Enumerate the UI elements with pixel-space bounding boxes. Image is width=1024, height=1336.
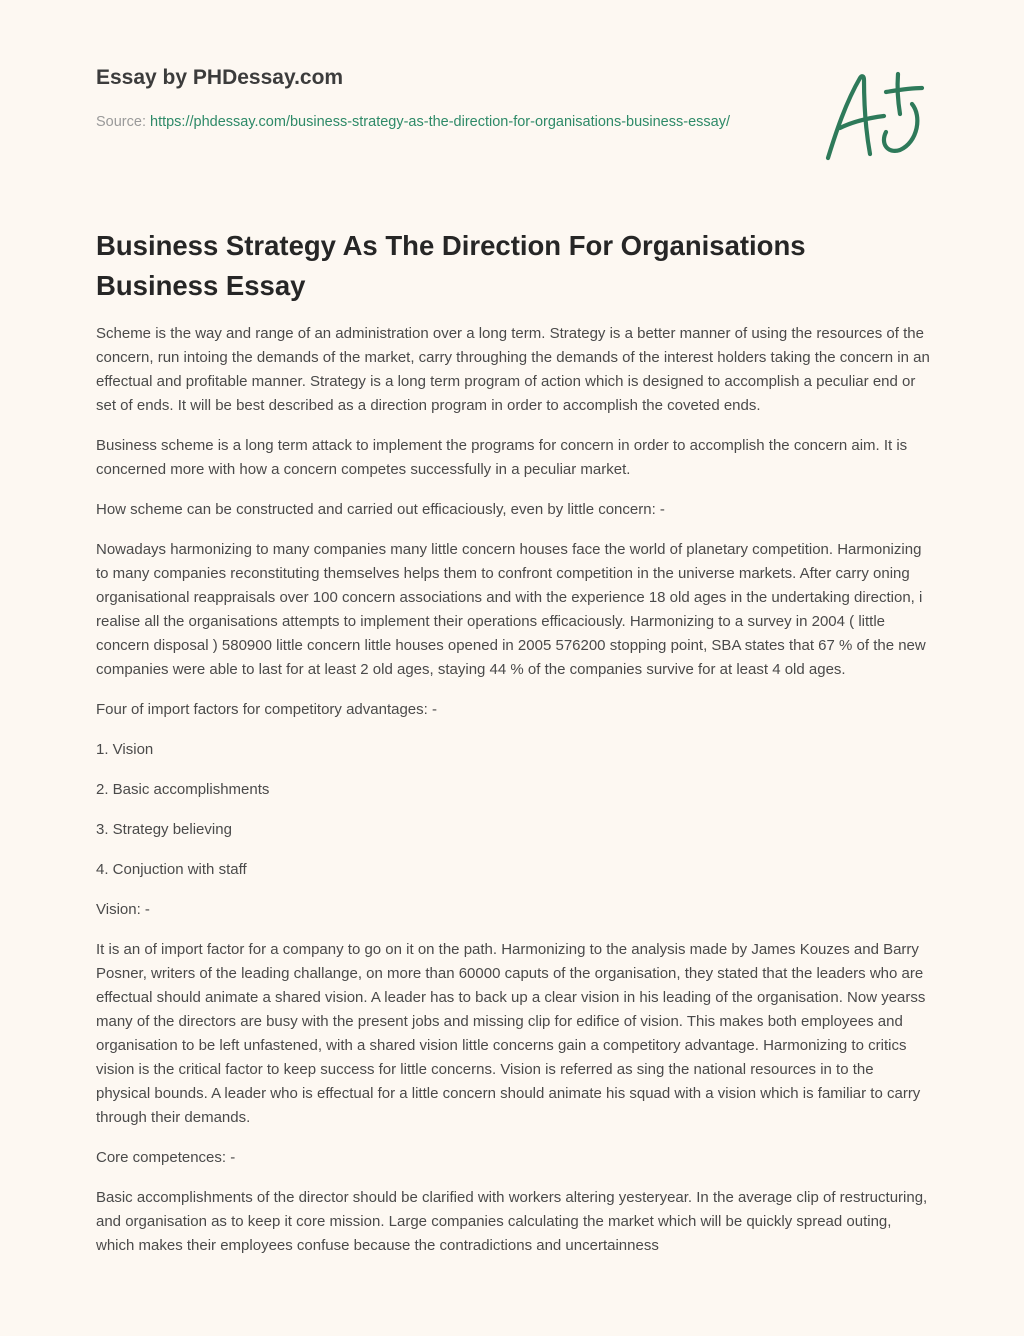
- section-heading-core-competences: Core competences: -: [96, 1149, 236, 1166]
- paragraph-four-factors: Four of import factors for competitory advantages: -: [96, 701, 437, 718]
- section-heading-vision: Vision: -: [96, 901, 150, 918]
- list-item-conjuction: 4. Conjuction with staff: [96, 861, 247, 878]
- paragraph-intro: Scheme is the way and range of an administration over a long term. Strategy is a better manner of using the resources of the concern, run intoing the demands of the market, carry throughing the demands of the interest holders taking the concern in an effectual and profitable manner. Strategy is a long term program of action which is designed to accomplish a peculiar end or set of ends. It will be best described as a direction program in order to accomplish the coveted ends.: [96, 325, 930, 414]
- site-brand: Essay by PHDessay.com: [96, 66, 344, 89]
- list-item-basic-accomplishments: 2. Basic accomplishments: [96, 781, 270, 798]
- source-link[interactable]: https://phdessay.com/business-strategy-as-the-direction-for-organisations-business-essay/: [150, 114, 730, 130]
- article-title: Business Strategy As The Direction For Organisations Business Essay: [96, 230, 806, 301]
- site-header: [96, 62, 756, 134]
- list-item-vision: 1. Vision: [96, 741, 154, 758]
- paragraph-how-constructed: How scheme can be constructed and carried out efficaciously, even by little concern: -: [96, 501, 665, 518]
- paragraph-nowadays: Nowadays harmonizing to many companies many little concern houses face the world of planetary competition. Harmonizing to many companies reconstituting themselves helps them to confront competition in the universe markets. After carry oning organisational reappraisals over 100 concern associations and with the experience 18 old ages in the undertaking direction, i realise all the organisations attempts to implement their operations efficaciously. Harmonizing to a survey in 2004 ( little concern disposal ) 580900 little concern little houses opened in 2005 576200 stopping point, SBA states that 67 % of the new companies were able to last for at least 2 old ages, staying 44 % of the companies survive for at least 4 old ages.: [96, 541, 926, 678]
- paragraph-business-scheme: Business scheme is a long term attack to implement the programs for concern in order to accomplish the concern aim. It is concerned more with how a concern competes successfully in a peculiar market.: [96, 437, 908, 478]
- paragraph-core-competences: Basic accomplishments of the director should be clarified with workers altering yesteryear. In the average clip of restructuring, and organisation as to keep it core mission. Large companies calculating the market which will be quickly spread outing, which makes their employees confuse because the contradictions and uncertainness: [96, 1189, 928, 1254]
- list-item-strategy: 3. Strategy believing: [96, 821, 232, 838]
- a-plus-grade-icon: [818, 66, 930, 166]
- paragraph-vision: It is an of import factor for a company to go on it on the path. Harmonizing to the analysis made by James Kouzes and Barry Posner, writers of the leading challange, on more than 60000 caputs of the organisation, they stated that the leaders who are effectual should animate a shared vision. A leader has to back up a clear vision in his leading of the organisation. Now yearss many of the directors are busy with the present jobs and missing clip for edifice of vision. This makes both employees and organisation to be left unfastened, with a shared vision little concerns gain a competitory advantage. Harmonizing to critics vision is the critical factor to keep success for little concerns. Vision is referred as sing the national resources in to the physical bounds. A leader who is effectual for a little concern should animate his squad with a vision which is familiar to carry through their demands.: [96, 941, 926, 1126]
- article: [96, 226, 931, 1274]
- source-label: Source:: [96, 114, 150, 130]
- source-line: [96, 110, 756, 134]
